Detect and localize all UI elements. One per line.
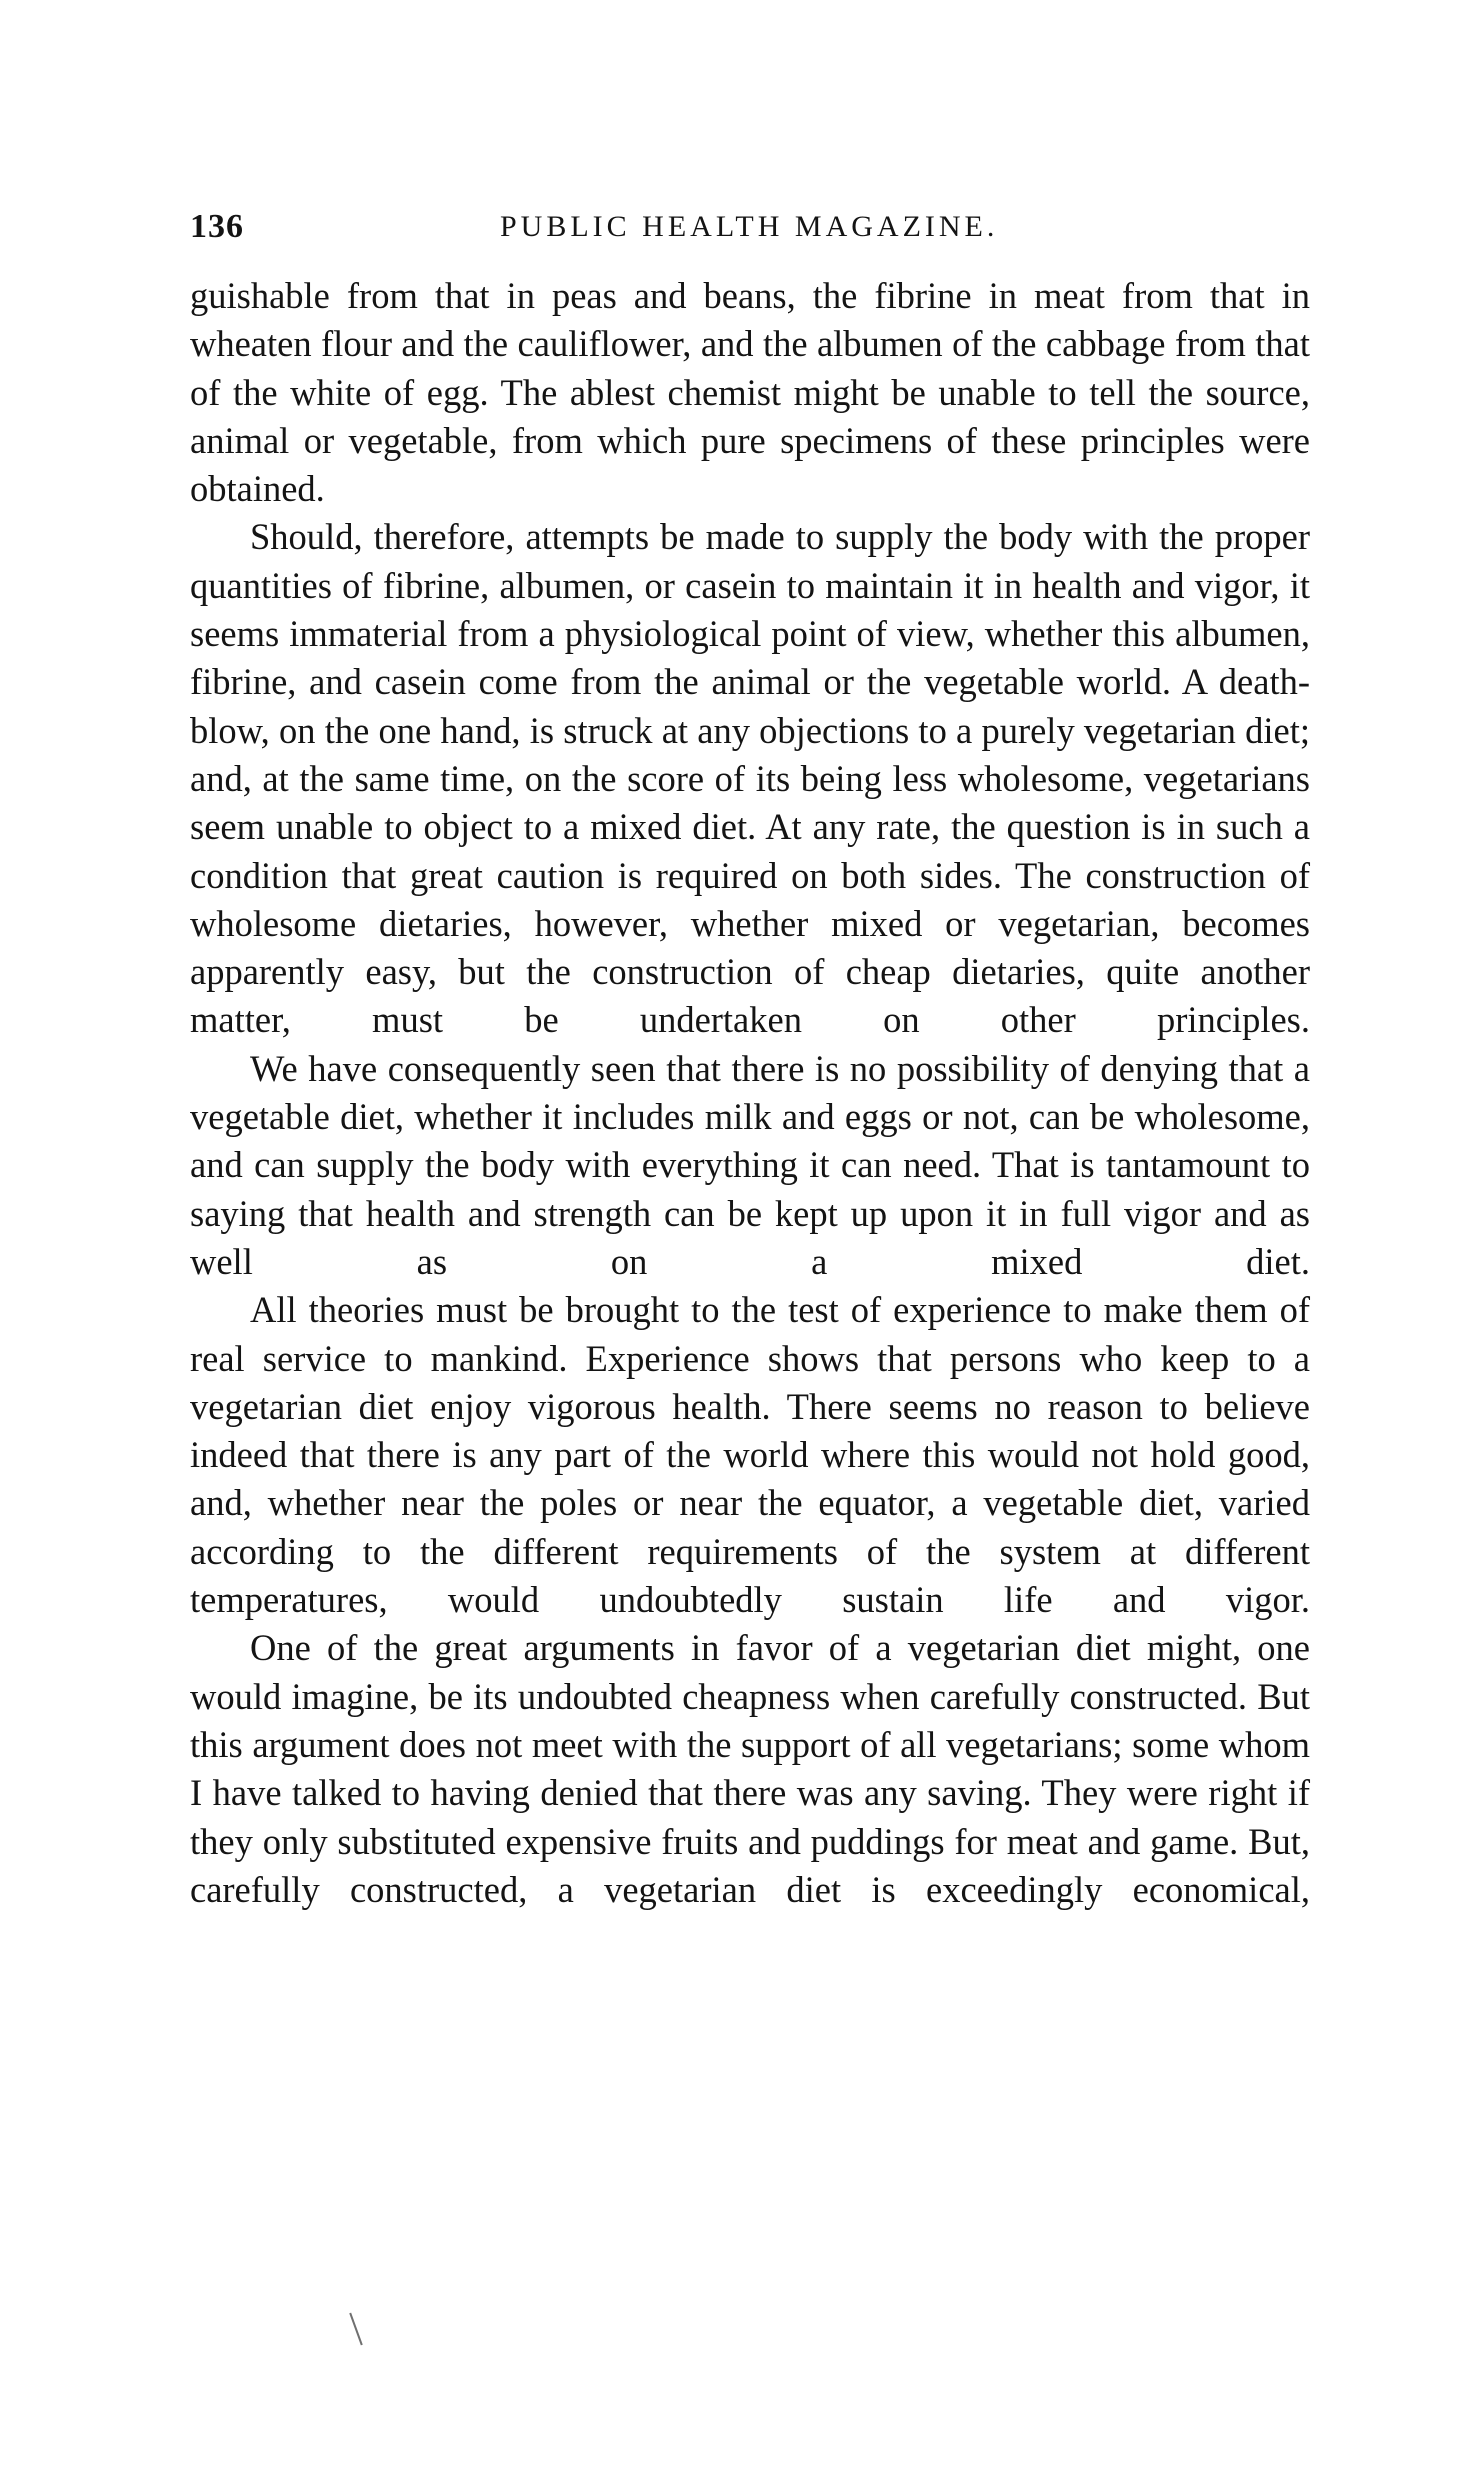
paragraph-experience: All theories must be brought to the test of experience to make them of real service to mankind. Experience shows that persons who keep to a vegetarian diet enjoy vigorous health. There seems no reason to believe indeed that there is any part of the world where this would not hold good, and, whether near the poles or near the equator, a vegetable diet, varied according to the different requirements of the system at different temperatures, would undoubtedly sustain life and vigor. [190, 1289, 1310, 1621]
body-text [190, 272, 1310, 1914]
paragraph-continuation: guishable from that in peas and beans, the fibrine in meat from that in wheaten flour and the cauliflower, and the albumen of the cabbage from that of the white of egg. The ablest chemist might be unable to tell the source, animal or vegetable, from which pure specimens of these principles were obtained. [190, 275, 1310, 510]
paragraph-cheapness: One of the great arguments in favor of a vegetarian diet might, one would imagine, be its undoubted cheapness when carefully constructed. But this argument does not meet with the support of all vegetarians; some whom I have talked to having denied that there was any saving. They were right if they only substituted expensive fruits and puddings for meat and game. But, carefully constructed, a vegetarian diet is exceedingly economical, [190, 1627, 1310, 1910]
running-head [190, 208, 1308, 254]
paragraph-vegetable-diet-wholesome: We have consequently seen that there is no possibility of denying that a vegetable diet, whether it includes milk and eggs or not, can be wholesome, and can supply the body with everything it can need. That is tantamount to saying that health and strength can be kept up upon it in full vigor and as well as on a mixed diet. [190, 1047, 1310, 1282]
ink-speck [349, 2313, 363, 2346]
page-number: 136 [190, 208, 244, 245]
paragraph-fibrine-albumen: Should, therefore, attempts be made to supply the body with the proper quantities of fibrine, albumen, or casein to maintain it in health and vigor, it seems immaterial from a physiological point of view, whether this albumen, fibrine, and casein come from the animal or the vegetable world. A death-blow, on the one hand, is struck at any objections to a purely vegetarian diet; and, at the same time, on the score of its being less wholesome, vegetarians seem unable to object to a mixed diet. At any rate, the question is in such a condition that great caution is required on both sides. The construction of wholesome dietaries, however, whether mixed or vegetarian, becomes apparently easy, but the construction of cheap dietaries, quite another matter, must be undertaken on other principles. [190, 516, 1310, 1041]
journal-title: PUBLIC HEALTH MAGAZINE. [500, 210, 999, 243]
